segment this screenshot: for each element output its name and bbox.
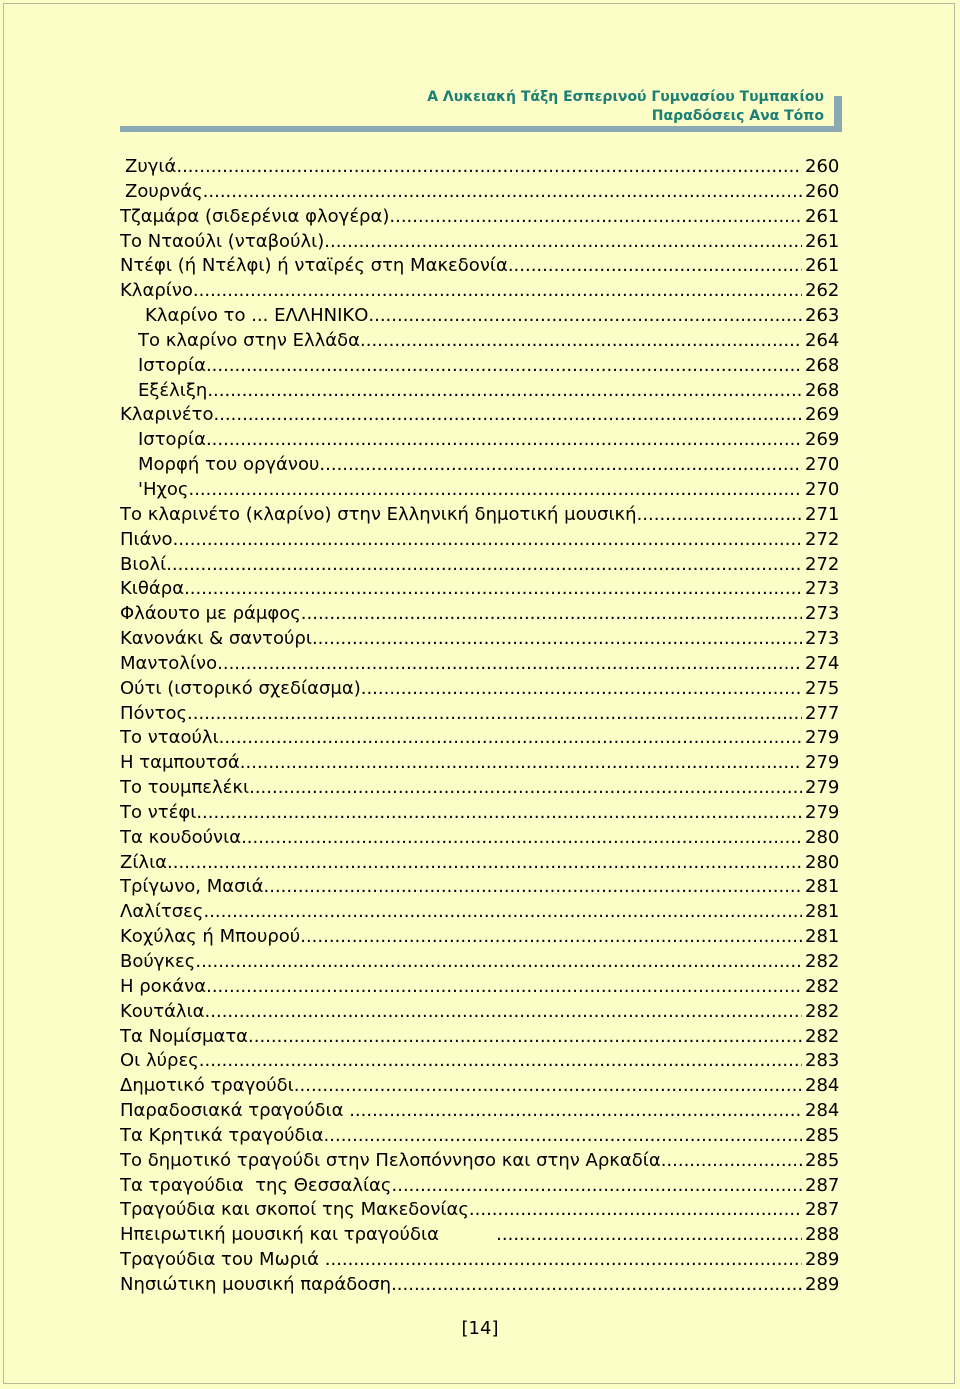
toc-entry-page: 282 <box>805 1025 840 1047</box>
toc-entry-page: 284 <box>805 1100 840 1122</box>
toc-entry-title: Μαντολίνο <box>120 652 218 674</box>
toc-entry <box>0 577 960 602</box>
toc-entry-title-line <box>138 428 802 453</box>
toc-leader-dots <box>389 205 802 230</box>
toc-leader-dots <box>166 553 802 578</box>
toc-entry-page: 274 <box>805 652 840 674</box>
toc-entry-page: 261 <box>805 230 840 252</box>
toc-entry-page: 282 <box>805 975 840 997</box>
toc-entry-page: 283 <box>805 1050 840 1072</box>
toc-entry <box>0 1248 960 1273</box>
toc-entry-title: Τα Νομίσματα <box>120 1025 249 1047</box>
toc-entry <box>0 702 960 727</box>
toc-entry-title-line <box>120 1074 802 1099</box>
toc-entry-page: 273 <box>805 628 840 650</box>
toc-leader-dots <box>294 1074 802 1099</box>
header-line-2: Παραδόσεις Ανα Τόπο <box>651 108 824 124</box>
toc-leader-dots <box>167 851 802 876</box>
toc-leader-dots <box>199 1049 802 1074</box>
toc-entry-title-line <box>120 230 802 255</box>
toc-entry-page: 280 <box>805 851 840 873</box>
toc-entry-title: Εξέλιξη <box>138 379 208 401</box>
toc-leader-dots <box>637 503 802 528</box>
toc-entry-page: 268 <box>805 354 840 376</box>
toc-entry-page: 273 <box>805 578 840 600</box>
toc-entry-title-line <box>120 205 802 230</box>
toc-entry-title: Ηπειρωτική μουσική και τραγούδια <box>120 1224 497 1246</box>
toc-entry-title: Βούγκες <box>120 951 196 972</box>
toc-entry-title: Οι λύρες <box>120 1050 199 1072</box>
toc-entry-title: Λαλίτσες <box>120 901 204 923</box>
toc-entry-title: Η ταμπουτσά <box>120 752 240 774</box>
toc-leader-dots <box>300 925 802 950</box>
toc-entry-title-line <box>120 1273 802 1298</box>
toc-entry <box>0 329 960 354</box>
toc-entry-title-line <box>120 279 802 304</box>
toc-leader-dots <box>319 453 802 478</box>
toc-entry <box>0 875 960 900</box>
toc-entry-title: Το κλαρίνο στην Ελλάδα <box>138 329 361 351</box>
toc-leader-dots <box>207 379 802 404</box>
toc-entry-title-line <box>120 1049 802 1074</box>
toc-entry-title-line <box>120 1099 802 1124</box>
toc-entry-title-line <box>120 875 802 900</box>
toc-entry-title-line <box>120 652 802 677</box>
toc-entry <box>0 1000 960 1025</box>
toc-entry-title: Το ντέφι <box>120 801 197 823</box>
toc-entry-title: Το κλαρινέτο (κλαρίνο) στην Ελληνική δημοτική μουσική <box>120 503 637 525</box>
toc-leader-dots <box>661 1149 802 1174</box>
toc-entry-page: 269 <box>805 429 840 451</box>
toc-entry-page: 287 <box>805 1174 840 1196</box>
toc-entry-title: Ιστορία <box>138 354 206 376</box>
toc-entry-page: 284 <box>805 1075 840 1097</box>
toc-entry-page: 279 <box>805 752 840 774</box>
toc-entry <box>0 155 960 180</box>
toc-entry-title-line <box>120 1248 802 1273</box>
toc-entry-title: Τα κουδούνια <box>120 826 242 848</box>
toc-entry-title: Ούτι (ιστορικό σχεδίασμα) <box>120 677 361 699</box>
toc-entry-title: Τα τραγούδια της Θεσσαλίας <box>120 1174 392 1196</box>
toc-leader-dots <box>173 528 802 553</box>
toc-leader-dots <box>195 950 802 975</box>
toc-leader-dots <box>264 875 802 900</box>
toc-entry <box>0 528 960 553</box>
toc-entry-title-line <box>138 329 802 354</box>
toc-entry-title-line <box>138 354 802 379</box>
toc-entry <box>0 1149 960 1174</box>
toc-entry <box>0 925 960 950</box>
toc-entry <box>0 1074 960 1099</box>
toc-leader-dots <box>187 702 802 727</box>
toc-entry <box>0 553 960 578</box>
toc-entry-page: 285 <box>805 1124 840 1146</box>
toc-entry-title-line <box>120 950 802 975</box>
toc-entry <box>0 627 960 652</box>
page-number: [14] <box>461 1318 499 1339</box>
toc-entry-title: Ζουρνάς <box>125 180 203 202</box>
toc-leader-dots <box>206 428 802 453</box>
toc-entry-title: Ζίλια <box>120 851 168 873</box>
toc-entry <box>0 1223 960 1248</box>
toc-entry-title-line <box>120 577 802 602</box>
toc-entry <box>0 751 960 776</box>
toc-leader-dots <box>349 1099 802 1124</box>
toc-entry <box>0 503 960 528</box>
toc-entry-page: 279 <box>805 801 840 823</box>
toc-entry-page: 275 <box>805 677 840 699</box>
toc-entry <box>0 254 960 279</box>
toc-entry-title-line <box>120 776 802 801</box>
toc-entry <box>0 1198 960 1223</box>
toc-leader-dots <box>361 677 802 702</box>
toc-entry-title-line <box>120 1000 802 1025</box>
toc-entry-title-line <box>120 851 802 876</box>
toc-entry-page: 263 <box>805 305 840 327</box>
toc-entry-title: Το νταούλι <box>120 727 219 749</box>
toc-entry <box>0 776 960 801</box>
toc-entry-title: Βιολί <box>120 553 167 575</box>
toc-entry-title-line <box>120 801 802 826</box>
toc-entry-title-line <box>120 1174 802 1199</box>
toc-entry-title-line <box>120 553 802 578</box>
header-rule <box>120 126 842 132</box>
toc-leader-dots <box>203 900 802 925</box>
toc-entry-page: 269 <box>805 404 840 426</box>
toc-leader-dots <box>184 577 802 602</box>
toc-entry <box>0 1049 960 1074</box>
toc-entry-page: 289 <box>805 1249 840 1271</box>
toc-entry-title-line <box>120 528 802 553</box>
toc-entry <box>0 279 960 304</box>
toc-entry-title-line <box>138 379 802 404</box>
toc-entry-title: Νησιώτικη μουσική παράδοση <box>120 1273 392 1295</box>
toc-entry-page: 273 <box>805 603 840 625</box>
toc-entry <box>0 677 960 702</box>
toc-leader-dots <box>469 1198 802 1223</box>
toc-entry-page: 268 <box>805 379 840 401</box>
toc-entry-page: 277 <box>805 702 840 724</box>
toc-leader-dots <box>360 329 802 354</box>
toc-leader-dots <box>203 180 802 205</box>
toc-entry-page: 260 <box>805 180 840 202</box>
toc-entry-title-line <box>120 1149 802 1174</box>
toc-entry <box>0 602 960 627</box>
toc-entry-page: 281 <box>805 926 840 948</box>
toc-entry <box>0 453 960 478</box>
toc-entry-title-line <box>138 453 802 478</box>
toc-entry <box>0 478 960 503</box>
toc-entry-page: 289 <box>805 1273 840 1295</box>
toc-entry-title: Πιάνο <box>120 528 173 550</box>
toc-leader-dots <box>301 602 802 627</box>
table-of-contents <box>0 155 960 1298</box>
toc-entry-title: Τρίγωνο, Μασιά <box>120 876 264 898</box>
toc-entry-title-line <box>120 726 802 751</box>
toc-entry <box>0 726 960 751</box>
toc-entry <box>0 1025 960 1050</box>
toc-entry-page: 261 <box>805 255 840 277</box>
toc-entry-title-line <box>120 975 802 1000</box>
toc-entry-title: Κοχύλας ή Μπουρού <box>120 926 301 948</box>
toc-entry-title-line <box>120 826 802 851</box>
toc-entry <box>0 652 960 677</box>
toc-leader-dots <box>249 776 802 801</box>
toc-entry-title-line <box>120 1025 802 1050</box>
toc-entry-title: Ντέφι (ή Ντέλφι) ή νταϊρές στη Μακεδονία <box>120 255 508 277</box>
toc-entry-page: 279 <box>805 777 840 799</box>
toc-entry <box>0 354 960 379</box>
toc-entry-title-line <box>120 702 802 727</box>
toc-entry-title: Τραγούδια του Μωριά <box>120 1249 325 1271</box>
toc-leader-dots <box>206 975 802 1000</box>
toc-leader-dots <box>324 1124 802 1149</box>
toc-entry-title-line <box>120 925 802 950</box>
toc-leader-dots <box>193 279 802 304</box>
toc-entry-title-line <box>145 304 802 329</box>
toc-entry-page: 287 <box>805 1199 840 1221</box>
toc-entry-page: 282 <box>805 951 840 972</box>
toc-entry <box>0 428 960 453</box>
toc-entry-page: 272 <box>805 528 840 550</box>
toc-entry <box>0 1273 960 1298</box>
toc-entry-title: Κανονάκι & σαντούρι <box>120 628 312 650</box>
toc-leader-dots <box>196 801 802 826</box>
toc-entry-title: Τζαμάρα (σιδερένια φλογέρα) <box>120 205 390 227</box>
toc-entry <box>0 230 960 255</box>
toc-entry <box>0 379 960 404</box>
header-line-1: Α Λυκειακή Τάξη Εσπερινού Γυμνασίου Τυμπακίου <box>427 89 824 105</box>
toc-entry-title-line <box>120 1124 802 1149</box>
toc-leader-dots <box>496 1223 802 1248</box>
toc-leader-dots <box>188 478 802 503</box>
toc-leader-dots <box>391 1273 802 1298</box>
toc-leader-dots <box>312 627 802 652</box>
toc-entry-page: 281 <box>805 901 840 923</box>
toc-entry-title-line <box>120 503 802 528</box>
toc-entry-title-line <box>138 478 802 503</box>
toc-entry-title: Πόντος <box>120 702 188 724</box>
toc-entry-title-line <box>120 1223 802 1248</box>
toc-entry-title-line <box>125 155 802 180</box>
toc-entry-title-line <box>120 1198 802 1223</box>
toc-entry-title: Ζυγιά <box>125 156 177 177</box>
toc-entry <box>0 403 960 428</box>
toc-entry-title: Τα Κρητικά τραγούδια <box>120 1124 324 1146</box>
toc-entry-title-line <box>125 180 802 205</box>
toc-entry-title: Κλαρινέτο <box>120 404 214 426</box>
toc-entry-title: Ιστορία <box>138 429 206 451</box>
toc-leader-dots <box>368 304 802 329</box>
toc-entry <box>0 950 960 975</box>
toc-entry-title: Παραδοσιακά τραγούδια <box>120 1100 350 1122</box>
toc-entry-page: 285 <box>805 1149 840 1171</box>
toc-entry <box>0 1099 960 1124</box>
toc-entry <box>0 975 960 1000</box>
toc-entry-page: 261 <box>805 205 840 227</box>
toc-entry-title: Τραγούδια και σκοποί της Μακεδονίας <box>120 1199 469 1221</box>
toc-entry-title: Φλάουτο με ράμφος <box>120 603 301 625</box>
toc-entry-page: 270 <box>805 454 840 476</box>
toc-entry-page: 288 <box>805 1224 840 1246</box>
toc-entry-title: Το δημοτικό τραγούδι στην Πελοπόννησο και στην Αρκαδία <box>120 1149 661 1171</box>
toc-leader-dots <box>248 1025 802 1050</box>
toc-entry-page: 281 <box>805 876 840 898</box>
toc-leader-dots <box>241 826 802 851</box>
toc-leader-dots <box>205 1000 802 1025</box>
toc-entry-page: 260 <box>805 156 840 177</box>
toc-entry-title-line <box>120 900 802 925</box>
toc-entry-title: Το τουμπελέκι <box>120 777 250 799</box>
toc-leader-dots <box>217 652 802 677</box>
toc-entry-title: Η ροκάνα <box>120 975 207 997</box>
toc-entry <box>0 801 960 826</box>
toc-entry-title: Το Νταούλι (νταβούλι) <box>120 230 325 252</box>
toc-entry-page: 280 <box>805 826 840 848</box>
toc-leader-dots <box>324 230 802 255</box>
running-header <box>427 88 824 126</box>
toc-leader-dots <box>392 1174 803 1199</box>
toc-entry <box>0 851 960 876</box>
toc-entry-title-line <box>120 403 802 428</box>
toc-entry-title: Δημοτικό τραγούδι <box>120 1075 294 1097</box>
toc-entry-title: Κλαρίνο το ... ΕΛΛΗΝΙΚΟ <box>145 305 369 327</box>
toc-entry <box>0 826 960 851</box>
toc-entry-title-line <box>120 677 802 702</box>
toc-entry-title: Κιθάρα <box>120 578 185 600</box>
toc-entry-title: Κλαρίνο <box>120 280 193 302</box>
toc-entry-page: 279 <box>805 727 840 749</box>
toc-leader-dots <box>508 254 802 279</box>
toc-entry-page: 271 <box>805 503 840 525</box>
toc-entry-title-line <box>120 254 802 279</box>
toc-entry-title: 'Ηχος <box>138 478 189 500</box>
toc-entry <box>0 205 960 230</box>
toc-leader-dots <box>240 751 802 776</box>
toc-leader-dots <box>206 354 802 379</box>
toc-entry-title: Μορφή του οργάνου <box>138 454 320 476</box>
toc-entry <box>0 900 960 925</box>
toc-leader-dots <box>176 155 802 180</box>
toc-leader-dots <box>219 726 802 751</box>
toc-entry-page: 272 <box>805 553 840 575</box>
toc-entry-title-line <box>120 602 802 627</box>
toc-entry-title: Κουτάλια <box>120 1000 205 1022</box>
toc-entry-page: 282 <box>805 1000 840 1022</box>
toc-entry <box>0 304 960 329</box>
toc-entry-page: 264 <box>805 329 840 351</box>
toc-entry-title-line <box>120 627 802 652</box>
toc-entry <box>0 180 960 205</box>
toc-entry-title-line <box>120 751 802 776</box>
toc-entry-page: 270 <box>805 478 840 500</box>
toc-leader-dots <box>213 403 802 428</box>
toc-entry <box>0 1174 960 1199</box>
toc-leader-dots <box>325 1248 802 1273</box>
toc-entry <box>0 1124 960 1149</box>
toc-entry-page: 262 <box>805 280 840 302</box>
